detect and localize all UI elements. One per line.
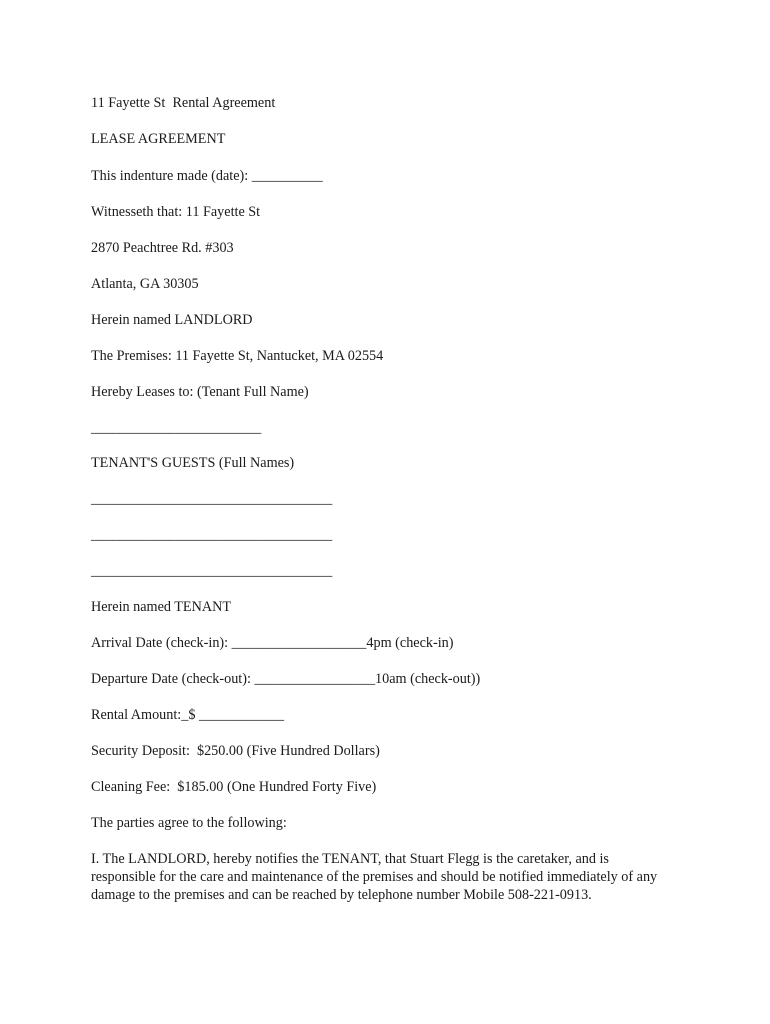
guest-blank: __________________________________ xyxy=(91,527,333,543)
header-title: 11 Fayette St Rental Agreement xyxy=(91,95,276,111)
landlord-designation: Herein named LANDLORD xyxy=(91,312,253,328)
security-deposit-line: Security Deposit: $250.00 (Five Hundred Dollars) xyxy=(91,743,380,759)
clause-one-paragraph: I. The LANDLORD, hereby notifies the TENANT, that Stuart Flegg is the caretaker, and is responsible for the care and maintenance of the premises and should be notified immediately of any damage to the premises and can be reached by telephone number Mobile 508-221-0913. xyxy=(91,851,658,903)
arrival-date-line: Arrival Date (check-in): ___________________4pm (check-in) xyxy=(91,635,454,651)
lease-title: LEASE AGREEMENT xyxy=(91,131,226,147)
guest-blank: __________________________________ xyxy=(91,563,333,579)
parties-agree-line: The parties agree to the following: xyxy=(91,815,287,831)
leases-to-line: Hereby Leases to: (Tenant Full Name) xyxy=(91,384,309,400)
premises-line: The Premises: 11 Fayette St, Nantucket, MA 02554 xyxy=(91,348,384,364)
guest-blank: __________________________________ xyxy=(91,491,333,507)
landlord-address-street: 2870 Peachtree Rd. #303 xyxy=(91,240,234,256)
indenture-date-line: This indenture made (date): __________ xyxy=(91,168,323,184)
rental-amount-line: Rental Amount:_$ ____________ xyxy=(91,707,285,723)
cleaning-fee-line: Cleaning Fee: $185.00 (One Hundred Forty Five) xyxy=(91,779,377,795)
landlord-address-city: Atlanta, GA 30305 xyxy=(91,276,199,292)
departure-date-line: Departure Date (check-out): _________________10am (check-out)) xyxy=(91,671,481,687)
guests-heading: TENANT'S GUESTS (Full Names) xyxy=(91,455,295,471)
witnesseth-line: Witnesseth that: 11 Fayette St xyxy=(91,204,261,220)
tenant-name-blank: ________________________ xyxy=(91,420,262,436)
tenant-designation: Herein named TENANT xyxy=(91,599,231,615)
